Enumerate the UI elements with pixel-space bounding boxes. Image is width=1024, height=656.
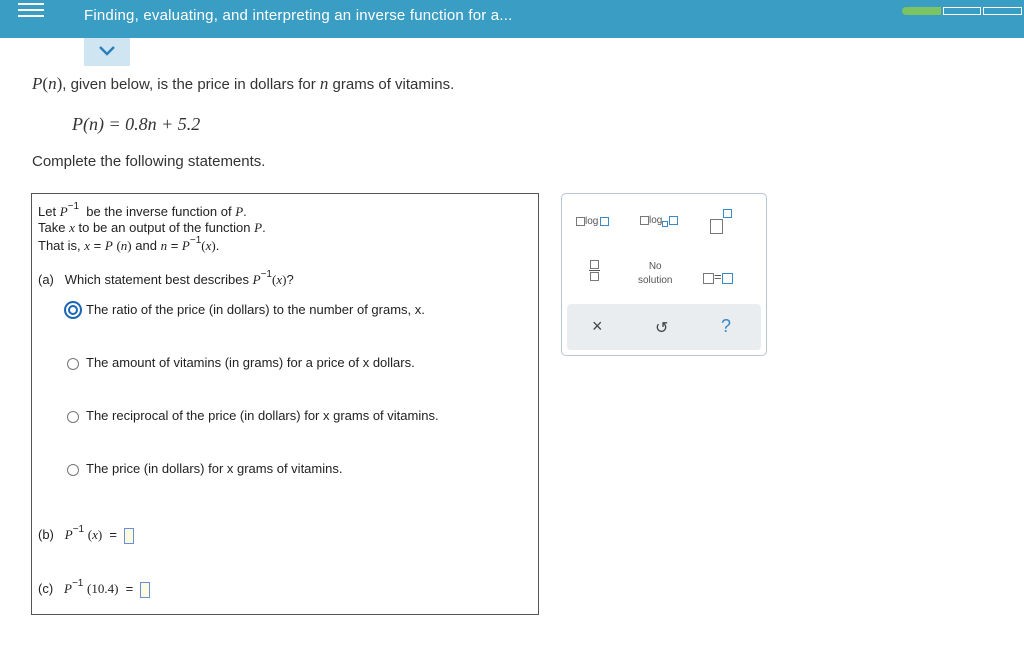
fraction-button[interactable] [590,260,600,281]
page-title: Finding, evaluating, and interpreting an inverse function for a... [84,7,513,24]
option-label-1[interactable]: The ratio of the price (in dollars) to the number of grams, x. [86,302,425,317]
part-c-row: (c) $P^{-1}$ (10.4) = [38,581,150,598]
undo-icon[interactable]: ↺ [655,320,669,337]
option-radio-3[interactable] [67,411,79,423]
progress-bar [902,7,1024,17]
option-radio-2[interactable] [67,358,79,370]
part-a-prompt: (a) Which statement best describes $P^{-1}(x)$? [38,269,294,287]
that-is-statement: That is, x = P (n) and $n = P^{-1}(x)$. [38,235,220,253]
function-formula: P(n) = 0.8n + 5.2 [72,114,201,134]
log-base-button[interactable]: log [640,215,678,227]
option-label-4[interactable]: The price (in dollars) for x grams of vitamins. [86,461,343,476]
chevron-down-icon [98,45,116,57]
top-bar [0,0,1024,38]
question-panel [31,193,539,615]
part-b-row: (b) $P^{-1}$ (x) = [38,527,134,544]
action-bar [567,304,761,350]
progress-segment [983,7,1022,15]
problem-intro: P(n), given below, is the price in dollars for n grams of vitamins. [32,74,455,93]
option-radio-4[interactable] [67,464,79,476]
option-radio-1[interactable] [64,301,82,319]
option-label-3[interactable]: The reciprocal of the price (in dollars) for x grams of vitamins. [86,408,439,423]
let-statement: Let $P^{-1}$ be the inverse function of P. [38,201,247,219]
part-c-answer-input[interactable] [140,582,150,598]
progress-segment [943,7,982,15]
no-solution-button[interactable]: No solution [638,261,673,286]
take-statement: Take x to be an output of the function P. [38,220,266,235]
clear-icon[interactable]: × [592,316,603,336]
option-label-2[interactable]: The amount of vitamins (in grams) for a price of x dollars. [86,355,415,370]
log-button[interactable]: log [576,216,609,227]
exponent-button[interactable] [710,209,732,234]
equals-button[interactable]: = [703,269,733,284]
instruction-text: Complete the following statements. [32,153,266,170]
progress-segment [902,7,941,15]
math-tool-palette [561,193,767,356]
part-b-answer-input[interactable] [124,528,134,544]
collapse-toggle-button[interactable] [84,38,130,66]
help-icon[interactable]: ? [721,316,732,336]
menu-icon[interactable] [18,0,44,20]
